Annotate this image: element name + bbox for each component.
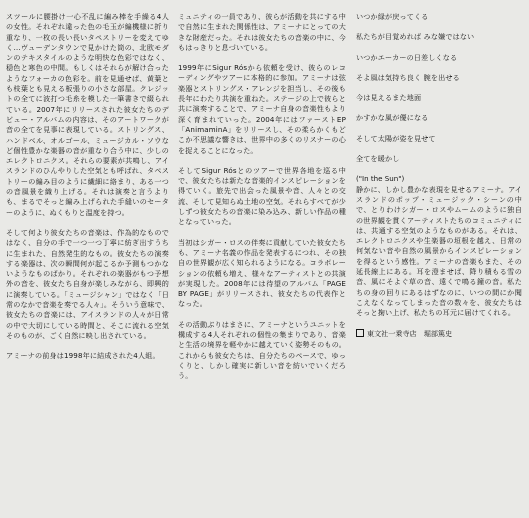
lyric-line: かすかな風が優になる [356,113,429,123]
lyric-line: いつかエーカーの日差しくなる [356,52,458,62]
author-credit-text: 東文社一乗寺店 堀部篤史 [367,328,453,338]
song-title: ("In the Sun") [356,174,405,184]
author-credit [356,329,522,339]
text-column-middle [178,12,346,510]
lyrics-block [356,12,522,185]
lyrics-stanza [356,93,522,164]
lyric-line: そよ風は気持ち良く 腕を出せる [356,72,460,82]
lyric-line: 私たちが目覚めれば みな嫌ではない [356,32,475,42]
paragraph: そしてSigur Rósとのツアーで世界各地を巡る中で、彼女たちは新たな音楽的インスピレーションを得ていく。旅先で出会った風景や音、人々との交流、そして見知らぬ土地の空気。それらすべてが少しずつ彼女たちの音楽に染み込み、新しい作品の種となっていった。 [178,165,346,227]
lyric-line: そして太陽が姿を見せて [356,133,436,143]
text-column-right [356,12,522,510]
paragraph: アミーナの前身は1998年に結成された4人組。 [6,351,160,361]
lyric-line: いつか緑が戻ってくる [356,12,429,21]
lyric-line: 今は見えるまた地面 [356,93,422,103]
paragraph: その活動ぶりはまさに、アミーナというユニットを構成する4人それぞれの個性の集まりであり、音楽と生活の境界を軽やかに越えていく姿勢そのもの。これからも彼女たちは、自分たちのペースで、ゆっくりと、しかし確実に新しい音を紡いでいくだろう。 [178,319,346,381]
paragraph: 当初はシガー・ロスの伴奏に貢献していた彼女たちも、アミーナ名義の作品を発表するにつれ、その独自の世界観が広く知られるようになる。コラボレーションの依頼も増え、様々なアーティストとの共演が実現した。2008年には待望のアルバム「PAGE BY PAGE」がリリースされ、彼女たちの代表作となった。 [178,237,346,309]
lyrics-stanza [356,12,522,83]
paragraph: ミュニティの一員であり、彼らが活動を共にする中で自然に生まれた関係性は、アミーナにとっての大きな財産だった。それは彼女たちの音楽の中に、今もはっきりと息づいている。 [178,12,346,52]
paragraph: 1999年にSigur Rósから依頼を受け、彼らのレコーディングやツアーに本格的に参加。アミーナは弦楽器とストリングス・アレンジを担当し、その後も長年にわたり共演を重ねた。ステージの上で彼らと共に演奏することで、アミーナ自身の音楽性もより深く育まれていった。2004年にはファーストEP「AnimaminA」をリリースし、その柔らかくもどこか不思議な響きは、世界中の多くのリスナーの心を捉えることになった。 [178,63,346,155]
paragraph: 静かに、しかし豊かな表現を見せるアミーナ。アイスランドのポップ・ミュージック・シーンの中で、とりわけシガー・ロスやムームのように独自の世界観を貫くアーティストたちのコミュニティには、共通する空気のようなものがある。それは、エレクトロニクスや生楽器の垣根を越え、日常の何気ない音や自然の風景からインスピレーションを得るという感性。アミーナの音楽もまた、その延長線上にある。耳を澄ませば、降り積もる雪の音、風にそよぐ草の音、遠くで鳴る鐘の音。私たちの身の回りにあるはずなのに、いつの間にか聞こえなくなってしまった音の数々を、彼女たちはそっと掬い上げ、私たちの耳元に届けてくれる。 [356,184,522,318]
square-bullet-icon [356,329,364,337]
paragraph: そして何より彼女たちの音楽は、作為的なものではなく、自分の手で一つ一つ丁寧に紡ぎ出すうちに生まれた、自然発生的なもの。彼女たちの演奏する楽器は、次の瞬間何が起こるか予測もつかないようなものばかり。それぞれの楽器がもつ予想外の音を、彼女たち自身が楽しみながら、即興的に演奏している。「ミュージシャン」ではなく「日常のなかで音楽を奏でる人々」。そういう意味で、彼女たちの音楽には、アイスランドの人々が日常の中で大切にしている時間と、そこに流れる空気そのものが、ごく自然に映し出されている。 [6,227,169,340]
text-column-left [6,12,169,510]
paragraph: スツールに腰掛け一心不乱に編み棒を手繰る4人の女性。それぞれ違った色の毛玉が編機様に折り重なり、一枚の長い長いタペストリーを変えてゆく…ヴューデンタウンで見かけた筒の、北欧モダンのテキスタイルのような明快な色彩ではなく、穏色と寒色の中間。もしくはそれらが解け合ったようなフォーカの色彩を。前を見通せば、黄葉とも枝葉とも見える板張りの小さな部屋。クレジットの全てに波打つ毛糸を模した一筆書きで綴られている。2007年にリリースされた彼女たちのデビュー・アルバムの内容は、そのアートワークが音の全てを見事に表現している。ストリングス、ハンドベル、オルゴール、ミュージカル・ソウなど個性豊かな楽器の音が重なり合う中に、少しのエレクトロニクス。それらの要素が共鳴し、アイスランドのひんやりした空気とも呼ばれ、タペストリーの編み目のように繊細に絡まり、ある一つの音風景を織り上げる。それは演奏と言うよりも、まるでそっと編み上げられた手縫いのセーターのように、ぬくもりと温度を持つ。 [6,12,169,217]
lyric-line: 全てを暖かし [356,154,400,164]
